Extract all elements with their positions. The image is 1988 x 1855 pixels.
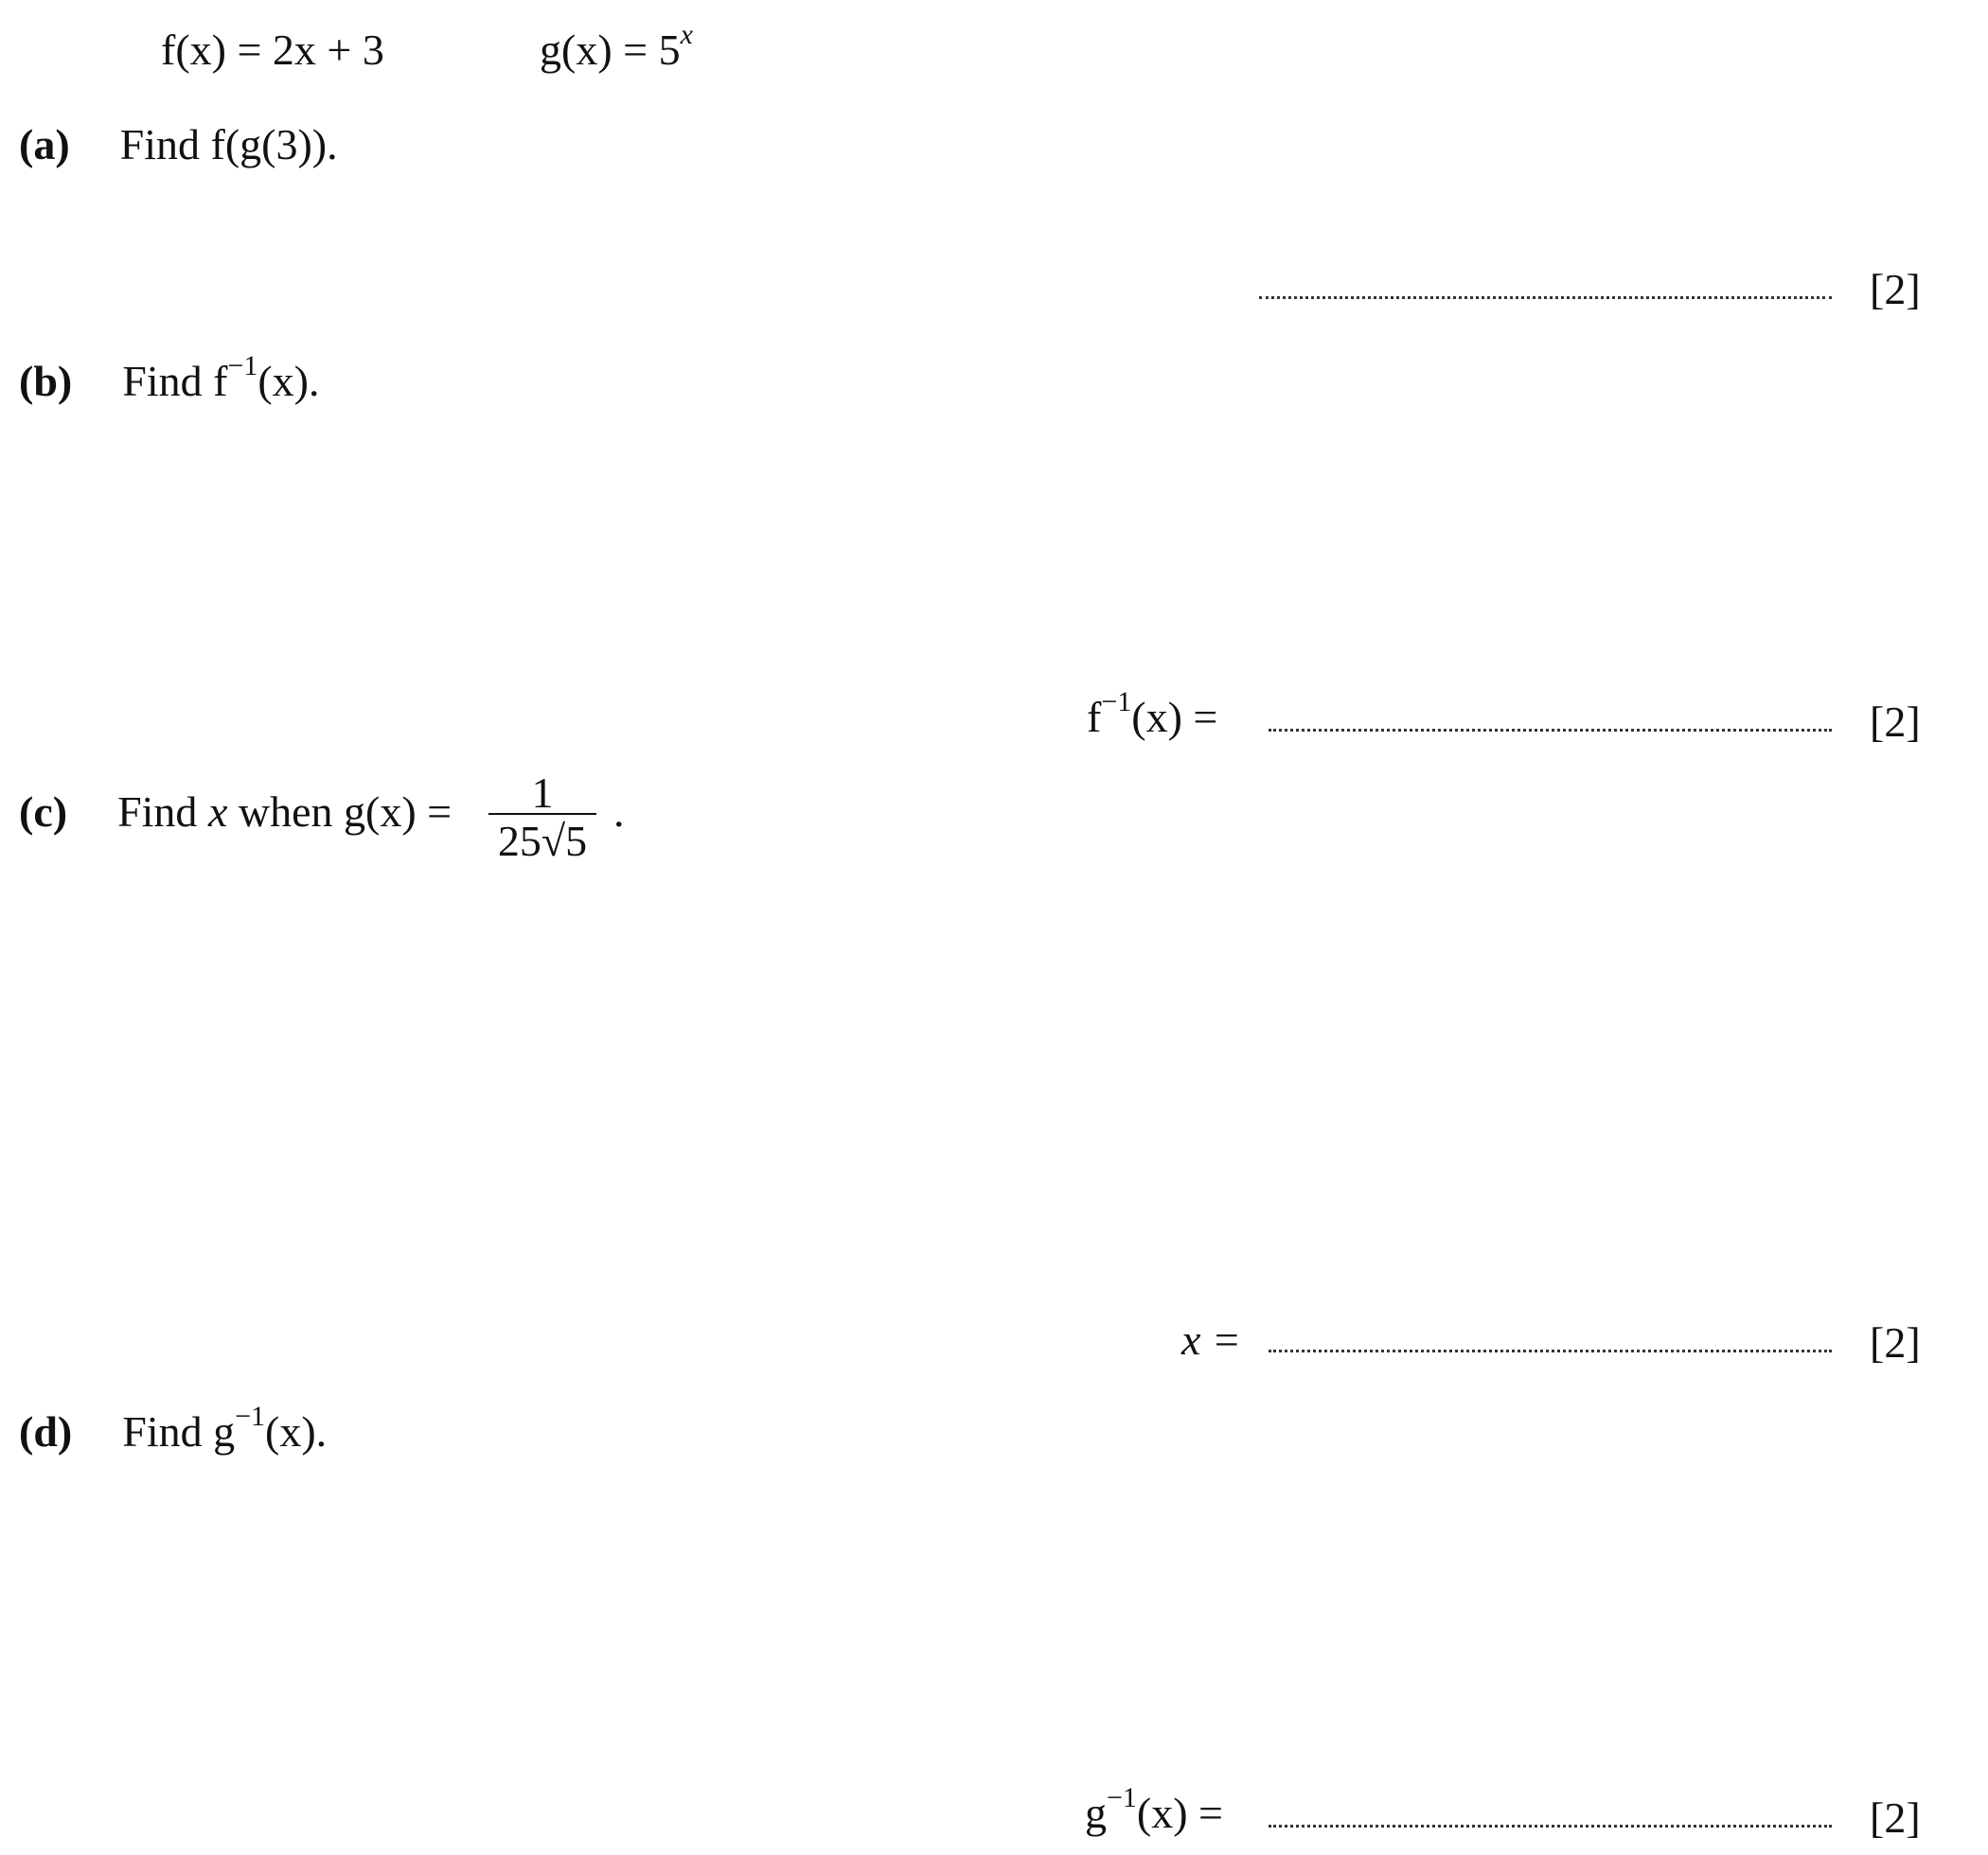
part-b-text-post: (x). [257,357,320,405]
part-a-answer-line[interactable] [1259,296,1832,299]
part-c-label: (c) [19,787,68,836]
function-g-definition [540,19,693,74]
part-c-text-mid: when g(x) = [238,787,453,836]
part-d-text-post: (x). [265,1407,328,1456]
fraction-denominator: 25√5 [497,817,588,865]
part-c-marks: [2] [1870,1318,1921,1367]
part-b-question [19,350,320,405]
part-c-answer-prefix: x = [1181,1316,1241,1364]
part-b-answer-prefix [1087,686,1218,741]
part-b-answer-line[interactable] [1269,729,1832,732]
part-c-answer-line[interactable] [1269,1350,1832,1352]
part-c-text-post: . [613,787,625,836]
part-d-text-pre: Find g [122,1407,236,1456]
part-a-question [19,120,338,168]
part-d-label: (d) [19,1407,73,1456]
part-d-answer-line[interactable] [1269,1825,1832,1828]
f-definition-text: f(x) = 2x + 3 [161,26,384,74]
part-a-text: Find f(g(3)). [119,120,338,168]
function-f-definition [161,28,384,72]
part-b-label: (b) [19,357,73,405]
part-b-text-pre: Find f [122,357,228,405]
fraction-bar [488,813,596,815]
part-b-marks: [2] [1870,698,1921,746]
part-b-superscript: −1 [227,350,258,381]
fraction-numerator: 1 [531,768,554,817]
part-d-prefix-sup: −1 [1107,1782,1137,1813]
part-d-superscript: −1 [235,1401,266,1432]
part-b-prefix-pre: f [1087,693,1102,741]
part-d-marks: [2] [1870,1793,1921,1842]
part-c-text-pre: Find [117,787,198,836]
part-c-question [19,787,453,836]
part-a-marks: [2] [1870,265,1921,313]
part-d-prefix-post: (x) = [1136,1789,1224,1837]
part-d-prefix-pre: g [1085,1789,1107,1837]
g-definition-exponent: x [680,19,693,50]
part-b-prefix-sup: −1 [1101,686,1132,717]
part-d-answer-prefix [1085,1782,1224,1837]
part-c-variable: x [207,787,228,836]
g-definition-text: g(x) = 5 [540,26,681,74]
part-b-prefix-post: (x) = [1131,693,1218,741]
part-a-label: (a) [19,120,70,168]
part-d-question [19,1401,328,1456]
